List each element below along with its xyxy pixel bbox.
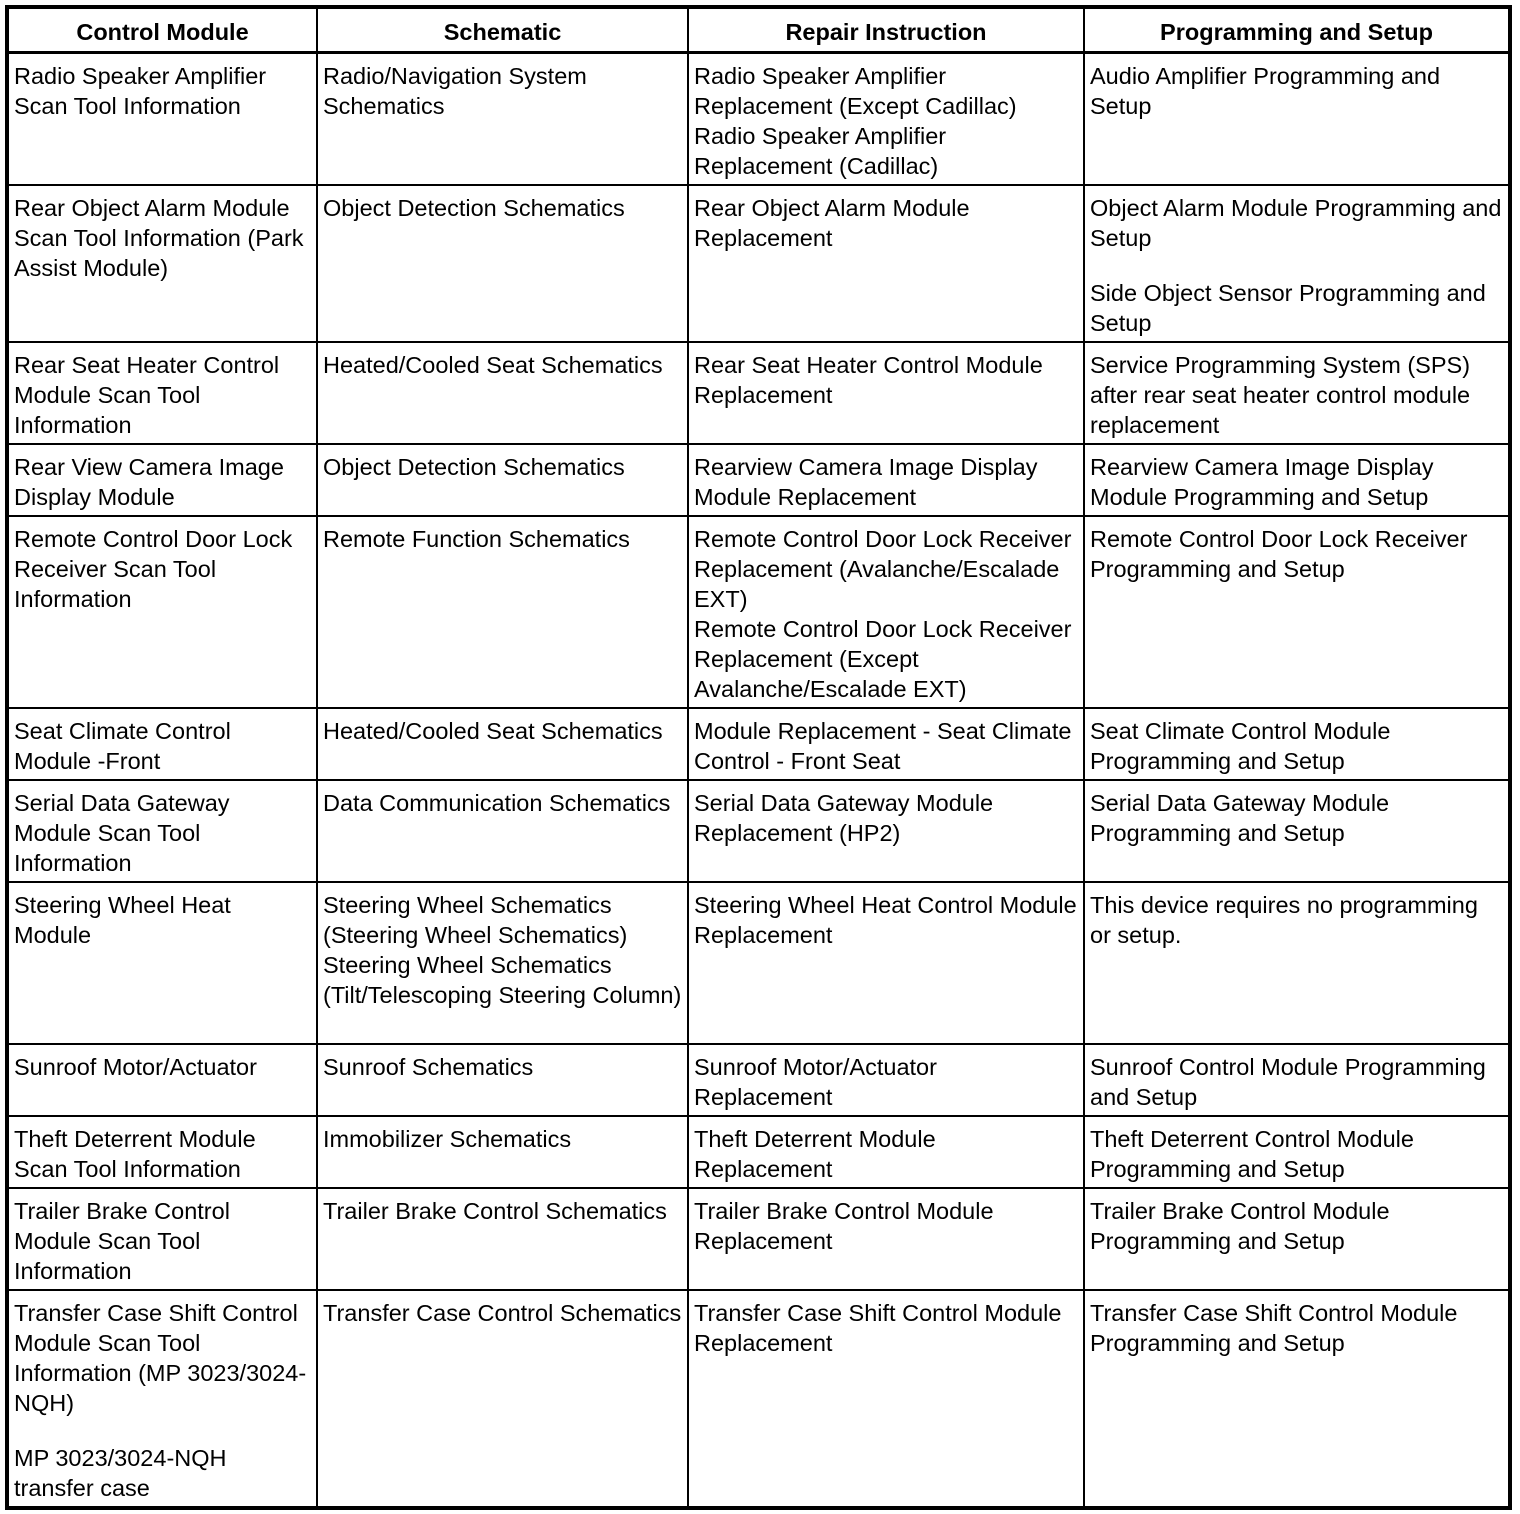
repair-instruction-cell [688,1188,1084,1290]
programming-text: Side Object Sensor Programming and Setup [1090,280,1486,336]
repair-instruction-cell [688,342,1084,444]
programming-text: Rearview Camera Image Display Module Programming and Setup [1090,454,1434,510]
schematic-text: Sunroof Schematics [323,1054,534,1080]
repair-instruction-cell [688,708,1084,780]
schematic-text: Object Detection Schematics [323,195,625,221]
repair-instruction-cell [688,882,1084,1044]
control-module-text: Sunroof Motor/Actuator [14,1054,257,1080]
programming-cell [1084,342,1510,444]
repair-instruction-cell [688,1044,1084,1116]
schematic-text: Steering Wheel Schematics (Tilt/Telescoping Steering Column) [323,952,682,1008]
control-module-cell [7,1188,317,1290]
column-header-programming-and-setup: Programming and Setup [1084,7,1510,53]
control-module-cell [7,780,317,882]
control-module-cell [7,708,317,780]
schematic-text: Immobilizer Schematics [323,1126,572,1152]
control-module-cell [7,185,317,342]
programming-cell [1084,780,1510,882]
schematic-text: Radio/Navigation System Schematics [323,63,587,119]
table-row [7,780,1510,882]
programming-text: Sunroof Control Module Programming and Setup [1090,1054,1486,1110]
control-module-text: MP 3023/3024-NQH transfer case [14,1445,227,1501]
control-module-text: Serial Data Gateway Module Scan Tool Information [14,790,230,876]
table-header [7,7,1510,53]
control-module-cell [7,53,317,186]
schematic-cell [317,780,688,882]
repair-instruction-text: Rear Object Alarm Module Replacement [694,195,970,251]
table-row [7,1290,1510,1508]
repair-instruction-cell [688,185,1084,342]
header-row [7,7,1510,53]
repair-instruction-cell [688,1290,1084,1508]
control-module-text: Rear View Camera Image Display Module [14,454,284,510]
control-module-text: Radio Speaker Amplifier Scan Tool Information [14,63,267,119]
programming-text: Trailer Brake Control Module Programming and Setup [1090,1198,1390,1254]
repair-instruction-text: Radio Speaker Amplifier Replacement (Except Cadillac) [694,63,1017,119]
table-row [7,342,1510,444]
schematic-text: Heated/Cooled Seat Schematics [323,352,663,378]
repair-instruction-text: Sunroof Motor/Actuator Replacement [694,1054,937,1110]
schematic-cell [317,882,688,1044]
schematic-text: Object Detection Schematics [323,454,625,480]
programming-cell [1084,185,1510,342]
programming-text: Remote Control Door Lock Receiver Programming and Setup [1090,526,1468,582]
repair-instruction-text: Radio Speaker Amplifier Replacement (Cadillac) [694,123,947,179]
repair-instruction-text: Serial Data Gateway Module Replacement (HP2) [694,790,994,846]
repair-instruction-cell [688,444,1084,516]
programming-cell [1084,516,1510,708]
repair-instruction-text: Module Replacement - Seat Climate Control - Front Seat [694,718,1072,774]
control-module-text: Transfer Case Shift Control Module Scan Tool Information (MP 3023/3024-NQH) [14,1300,307,1416]
repair-instruction-cell [688,1116,1084,1188]
table-row [7,1044,1510,1116]
programming-text: Serial Data Gateway Module Programming and Setup [1090,790,1390,846]
schematic-cell [317,53,688,186]
schematic-cell [317,1116,688,1188]
column-header-control-module: Control Module [7,7,317,53]
programming-text: Theft Deterrent Control Module Programming and Setup [1090,1126,1414,1182]
repair-instruction-text: Remote Control Door Lock Receiver Replacement (Avalanche/Escalade EXT) [694,526,1072,612]
schematic-text: Remote Function Schematics [323,526,630,552]
schematic-cell [317,516,688,708]
schematic-text: Steering Wheel Schematics (Steering Wheel Schematics) [323,892,628,948]
programming-text: This device requires no programming or setup. [1090,892,1478,948]
table-row [7,53,1510,186]
control-module-text: Steering Wheel Heat Module [14,892,231,948]
table-row [7,1188,1510,1290]
programming-cell [1084,1188,1510,1290]
schematic-cell [317,1188,688,1290]
repair-instruction-text: Rearview Camera Image Display Module Replacement [694,454,1038,510]
programming-cell [1084,708,1510,780]
programming-cell [1084,1116,1510,1188]
schematic-text: Trailer Brake Control Schematics [323,1198,667,1224]
control-module-cell [7,516,317,708]
programming-text: Audio Amplifier Programming and Setup [1090,63,1441,119]
control-module-text: Rear Object Alarm Module Scan Tool Information (Park Assist Module) [14,195,304,281]
schematic-text: Heated/Cooled Seat Schematics [323,718,663,744]
programming-text: Object Alarm Module Programming and Setup [1090,195,1502,251]
programming-cell [1084,444,1510,516]
table-row [7,185,1510,342]
repair-instruction-cell [688,516,1084,708]
programming-cell [1084,1290,1510,1508]
programming-cell [1084,882,1510,1044]
repair-instruction-text: Theft Deterrent Module Replacement [694,1126,936,1182]
control-module-cell [7,882,317,1044]
schematic-cell [317,185,688,342]
schematic-cell [317,342,688,444]
repair-instruction-cell [688,780,1084,882]
repair-instruction-text: Trailer Brake Control Module Replacement [694,1198,994,1254]
table-body [7,53,1510,1509]
repair-instruction-text: Rear Seat Heater Control Module Replacement [694,352,1043,408]
repair-instruction-text: Steering Wheel Heat Control Module Replacement [694,892,1077,948]
column-header-repair-instruction: Repair Instruction [688,7,1084,53]
table-row [7,516,1510,708]
repair-instruction-text: Transfer Case Shift Control Module Replacement [694,1300,1062,1356]
control-module-text: Rear Seat Heater Control Module Scan Tool Information [14,352,280,438]
programming-text: Transfer Case Shift Control Module Programming and Setup [1090,1300,1458,1356]
schematic-cell [317,444,688,516]
schematic-cell [317,708,688,780]
control-module-text: Trailer Brake Control Module Scan Tool Information [14,1198,230,1284]
schematic-cell [317,1290,688,1508]
control-module-text: Seat Climate Control Module -Front [14,718,231,774]
control-module-cell [7,1044,317,1116]
table-row [7,444,1510,516]
module-reference-table [5,5,1512,1510]
programming-cell [1084,53,1510,186]
programming-text: Service Programming System (SPS) after rear seat heater control module replacement [1090,352,1471,438]
table-row [7,1116,1510,1188]
column-header-schematic: Schematic [317,7,688,53]
control-module-cell [7,342,317,444]
schematic-cell [317,1044,688,1116]
repair-instruction-text: Remote Control Door Lock Receiver Replacement (Except Avalanche/Escalade EXT) [694,616,1072,702]
control-module-text: Remote Control Door Lock Receiver Scan Tool Information [14,526,293,612]
repair-instruction-cell [688,53,1084,186]
control-module-cell [7,1116,317,1188]
table-row [7,708,1510,780]
control-module-cell [7,444,317,516]
schematic-text: Data Communication Schematics [323,790,671,816]
control-module-cell [7,1290,317,1508]
table-row [7,882,1510,1044]
schematic-text: Transfer Case Control Schematics [323,1300,682,1326]
programming-text: Seat Climate Control Module Programming and Setup [1090,718,1391,774]
programming-cell [1084,1044,1510,1116]
control-module-text: Theft Deterrent Module Scan Tool Information [14,1126,256,1182]
